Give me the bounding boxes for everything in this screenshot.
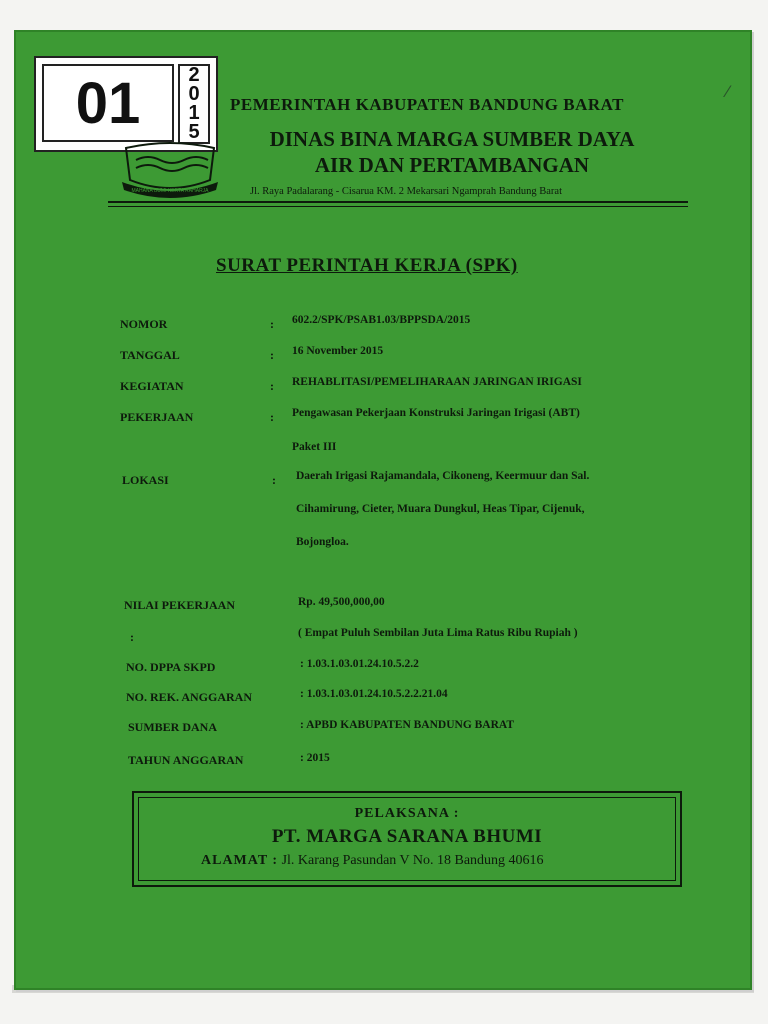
field-value-sumber: : APBD KABUPATEN BANDUNG BARAT: [300, 719, 515, 731]
header-rule: [108, 201, 688, 203]
field-value-dppa: : 1.03.1.03.01.24.10.5.2.2: [300, 658, 419, 670]
year-digit: 1: [188, 102, 200, 124]
field-label-nilai: NILAI PEKERJAAN: [124, 598, 236, 612]
contractor-address: Jl. Karang Pasundan V No. 18 Bandung 40616: [281, 853, 544, 868]
field-value-lokasi-line2: Cihamirung, Cieter, Muara Dungkul, Heas Tipar, Cijenuk,: [296, 503, 585, 515]
field-label-rek: NO. REK. ANGGARAN: [126, 690, 253, 704]
regency-emblem-icon: [118, 140, 222, 200]
label-number: 01: [42, 64, 174, 142]
header-department: [232, 126, 672, 178]
field-value-nilai-words: ( Empat Puluh Sembilan Juta Lima Ratus Ribu Rupiah ): [298, 627, 578, 639]
contractor-box-inner: [138, 797, 676, 881]
year-digit: 5: [188, 121, 200, 143]
emblem-motto: MAHANA BUMI KERTA RAHARJA: [131, 188, 209, 194]
field-value-lokasi: Daerah Irigasi Rajamandala, Cikoneng, Keermuur dan Sal.: [296, 470, 590, 482]
contractor-address-label: ALAMAT :: [201, 853, 279, 868]
header-department-line2: AIR DAN PERTAMBANGAN: [314, 153, 590, 177]
field-colon: :: [270, 317, 274, 331]
field-label-nomor: NOMOR: [120, 317, 168, 331]
field-value-rek: : 1.03.1.03.01.24.10.5.2.2.21.04: [300, 688, 448, 700]
document-title: SURAT PERINTAH KERJA (SPK): [216, 255, 518, 276]
contractor-name: PT. MARGA SARANA BHUMI: [271, 826, 543, 847]
header-department-line1: DINAS BINA MARGA SUMBER DAYA: [269, 127, 635, 151]
field-value-nilai: Rp. 49,500,000,00: [298, 596, 385, 608]
field-value-pekerjaan-line2: Paket III: [292, 441, 337, 453]
field-value-nomor: 602.2/SPK/PSAB1.03/BPPSDA/2015: [292, 314, 471, 326]
pen-mark: ⁄: [726, 82, 729, 101]
field-label-lokasi: LOKASI: [122, 473, 169, 487]
header-address: Jl. Raya Padalarang - Cisarua KM. 2 Mekarsari Ngamprah Bandung Barat: [250, 186, 562, 197]
field-colon: :: [272, 473, 276, 487]
field-value-lokasi-line3: Bojongloa.: [296, 536, 349, 548]
field-label-dppa: NO. DPPA SKPD: [126, 660, 216, 674]
field-label-kegiatan: KEGIATAN: [120, 379, 184, 393]
field-label-pekerjaan: PEKERJAAN: [120, 410, 194, 424]
field-value-pekerjaan: Pengawasan Pekerjaan Konstruksi Jaringan Irigasi (ABT): [292, 407, 580, 419]
contractor-box: [132, 791, 682, 887]
contractor-address-row: [201, 853, 544, 869]
field-colon: :: [130, 630, 134, 644]
field-colon: :: [270, 379, 274, 393]
archive-number-label: [34, 56, 218, 152]
field-colon: :: [270, 410, 274, 424]
field-value-kegiatan: REHABLITASI/PEMELIHARAAN JARINGAN IRIGASI: [292, 376, 582, 388]
header-government: PEMERINTAH KABUPATEN BANDUNG BARAT: [230, 95, 625, 114]
label-year: [178, 64, 210, 144]
contractor-label: PELAKSANA :: [354, 806, 460, 821]
year-digit: 2: [188, 64, 200, 86]
field-label-sumber: SUMBER DANA: [128, 720, 218, 734]
field-label-tahun: TAHUN ANGGARAN: [128, 753, 244, 767]
field-value-tanggal: 16 November 2015: [292, 345, 384, 357]
field-value-tahun: : 2015: [300, 752, 330, 764]
field-colon: :: [270, 348, 274, 362]
year-digit: 0: [188, 83, 200, 105]
field-label-tanggal: TANGGAL: [120, 348, 180, 362]
header-rule-thin: [108, 206, 688, 207]
